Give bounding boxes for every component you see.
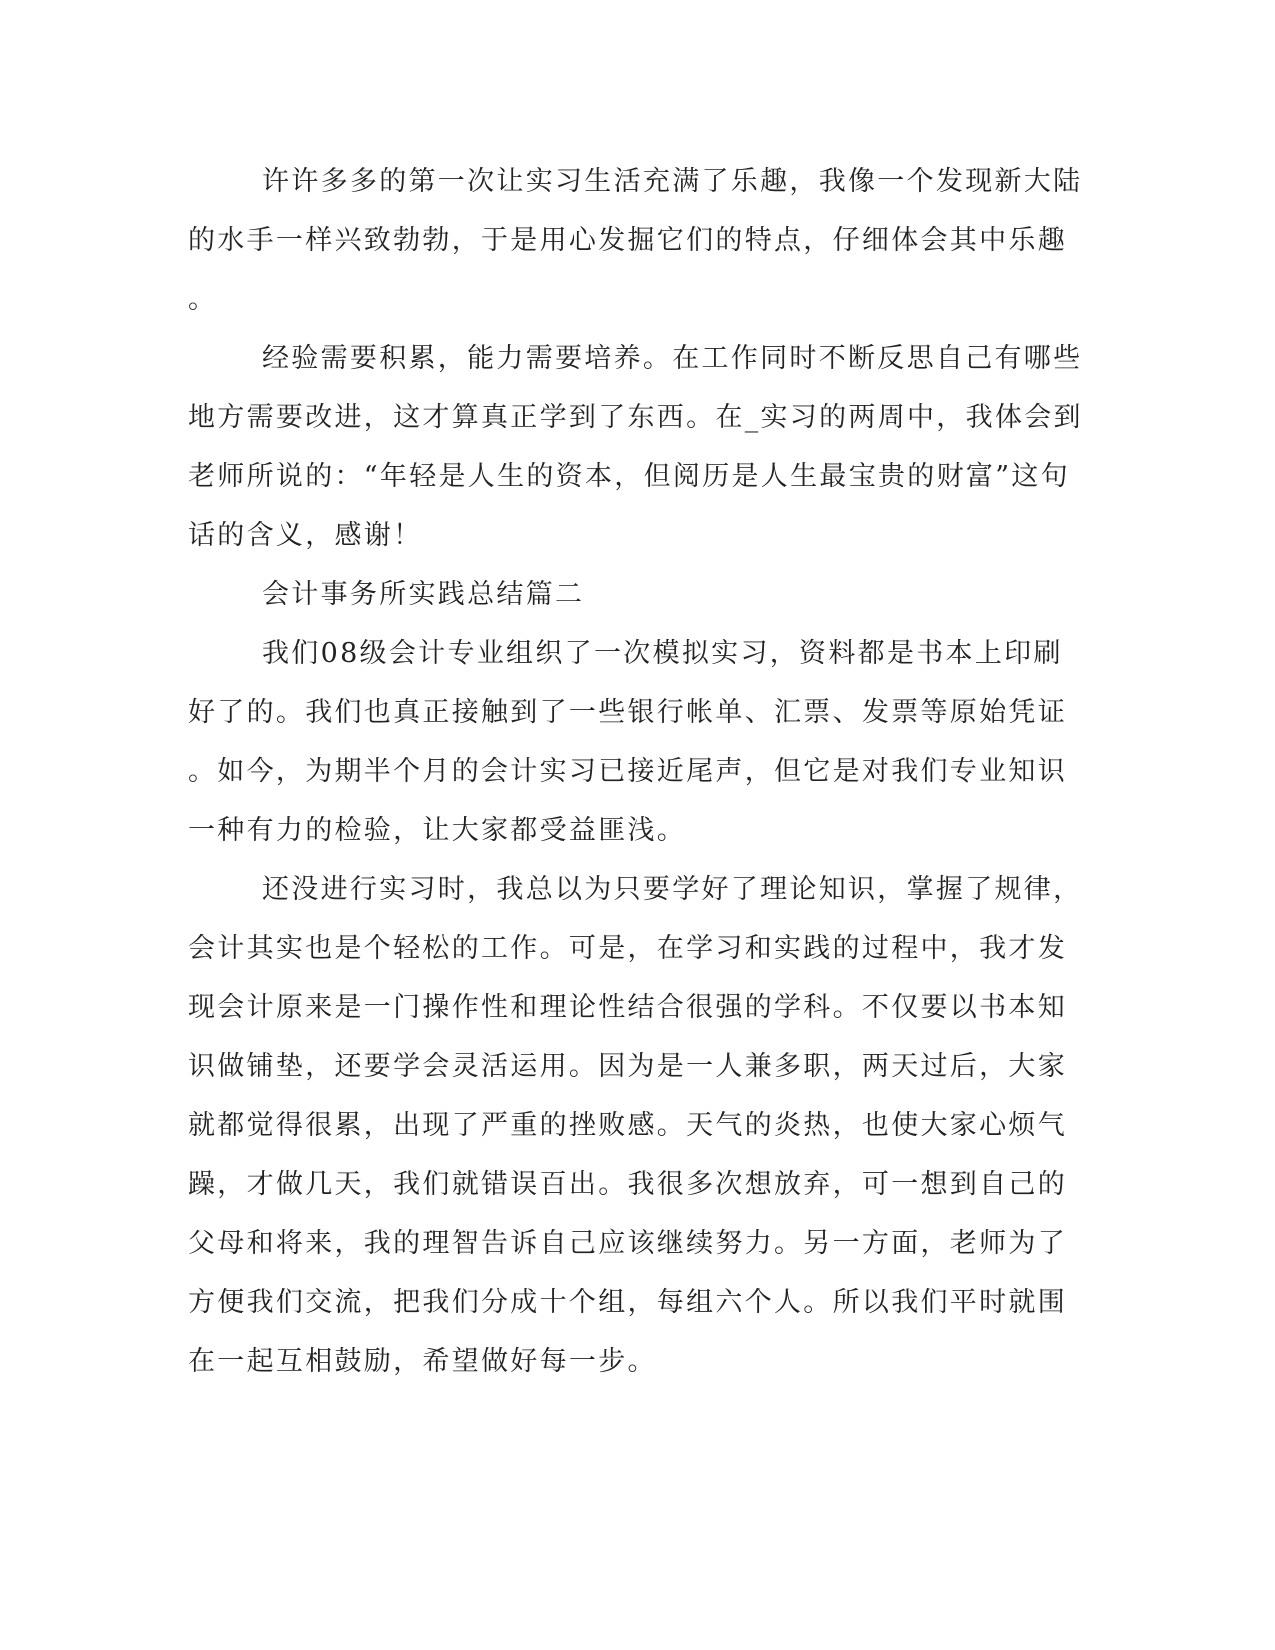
paragraph-4-line-6: 躁，才做几天，我们就错误百出。我很多次想放弃，可一想到自己的 [188, 1169, 1067, 1200]
section-heading: 会计事务所实践总结篇二 [262, 579, 585, 610]
paragraph-2-line-3: 老师所说的：“年轻是人生的资本，但阅历是人生最宝贵的财富”这句 [188, 461, 1070, 492]
paragraph-4-line-9: 在一起互相鼓励，希望做好每一步。 [188, 1346, 657, 1377]
paragraph-4-line-1: 还没进行实习时，我总以为只要学好了理论知识，掌握了规律， [262, 874, 1083, 905]
paragraph-1-line-1: 许许多多的第一次让实习生活充满了乐趣，我像一个发现新大陆 [262, 166, 1083, 197]
paragraph-4-line-3: 现会计原来是一门操作性和理论性结合很强的学科。不仅要以书本知 [188, 992, 1067, 1023]
paragraph-2-line-1: 经验需要积累，能力需要培养。在工作同时不断反思自己有哪些 [262, 343, 1083, 374]
paragraph-2-line-2: 地方需要改进，这才算真正学到了东西。在_实习的两周中，我体会到 [188, 402, 1083, 433]
paragraph-4-line-5: 就都觉得很累，出现了严重的挫败感。天气的炎热，也使大家心烦气 [188, 1110, 1067, 1141]
paragraph-4-line-2: 会计其实也是个轻松的工作。可是，在学习和实践的过程中，我才发 [188, 933, 1067, 964]
paragraph-3-line-4: 一种有力的检验，让大家都受益匪浅。 [188, 815, 687, 846]
paragraph-1-line-3: 。 [188, 284, 218, 315]
paragraph-4-line-8: 方便我们交流，把我们分成十个组，每组六个人。所以我们平时就围 [188, 1287, 1067, 1318]
paragraph-2-line-4: 话的含义，感谢！ [188, 520, 423, 551]
paragraph-4-line-4: 识做铺垫，还要学会灵活运用。因为是一人兼多职，两天过后，大家 [188, 1051, 1067, 1082]
paragraph-3-line-3: 。如今，为期半个月的会计实习已接近尾声，但它是对我们专业知识 [188, 756, 1067, 787]
paragraph-3-line-2: 好了的。我们也真正接触到了一些银行帐单、汇票、发票等原始凭证 [188, 697, 1067, 728]
paragraph-4-line-7: 父母和将来，我的理智告诉自己应该继续努力。另一方面，老师为了 [188, 1228, 1067, 1259]
paragraph-3-line-1: 我们08级会计专业组织了一次模拟实习，资料都是书本上印刷 [262, 638, 1063, 669]
paragraph-1-line-2: 的水手一样兴致勃勃，于是用心发掘它们的特点，仔细体会其中乐趣 [188, 225, 1067, 256]
